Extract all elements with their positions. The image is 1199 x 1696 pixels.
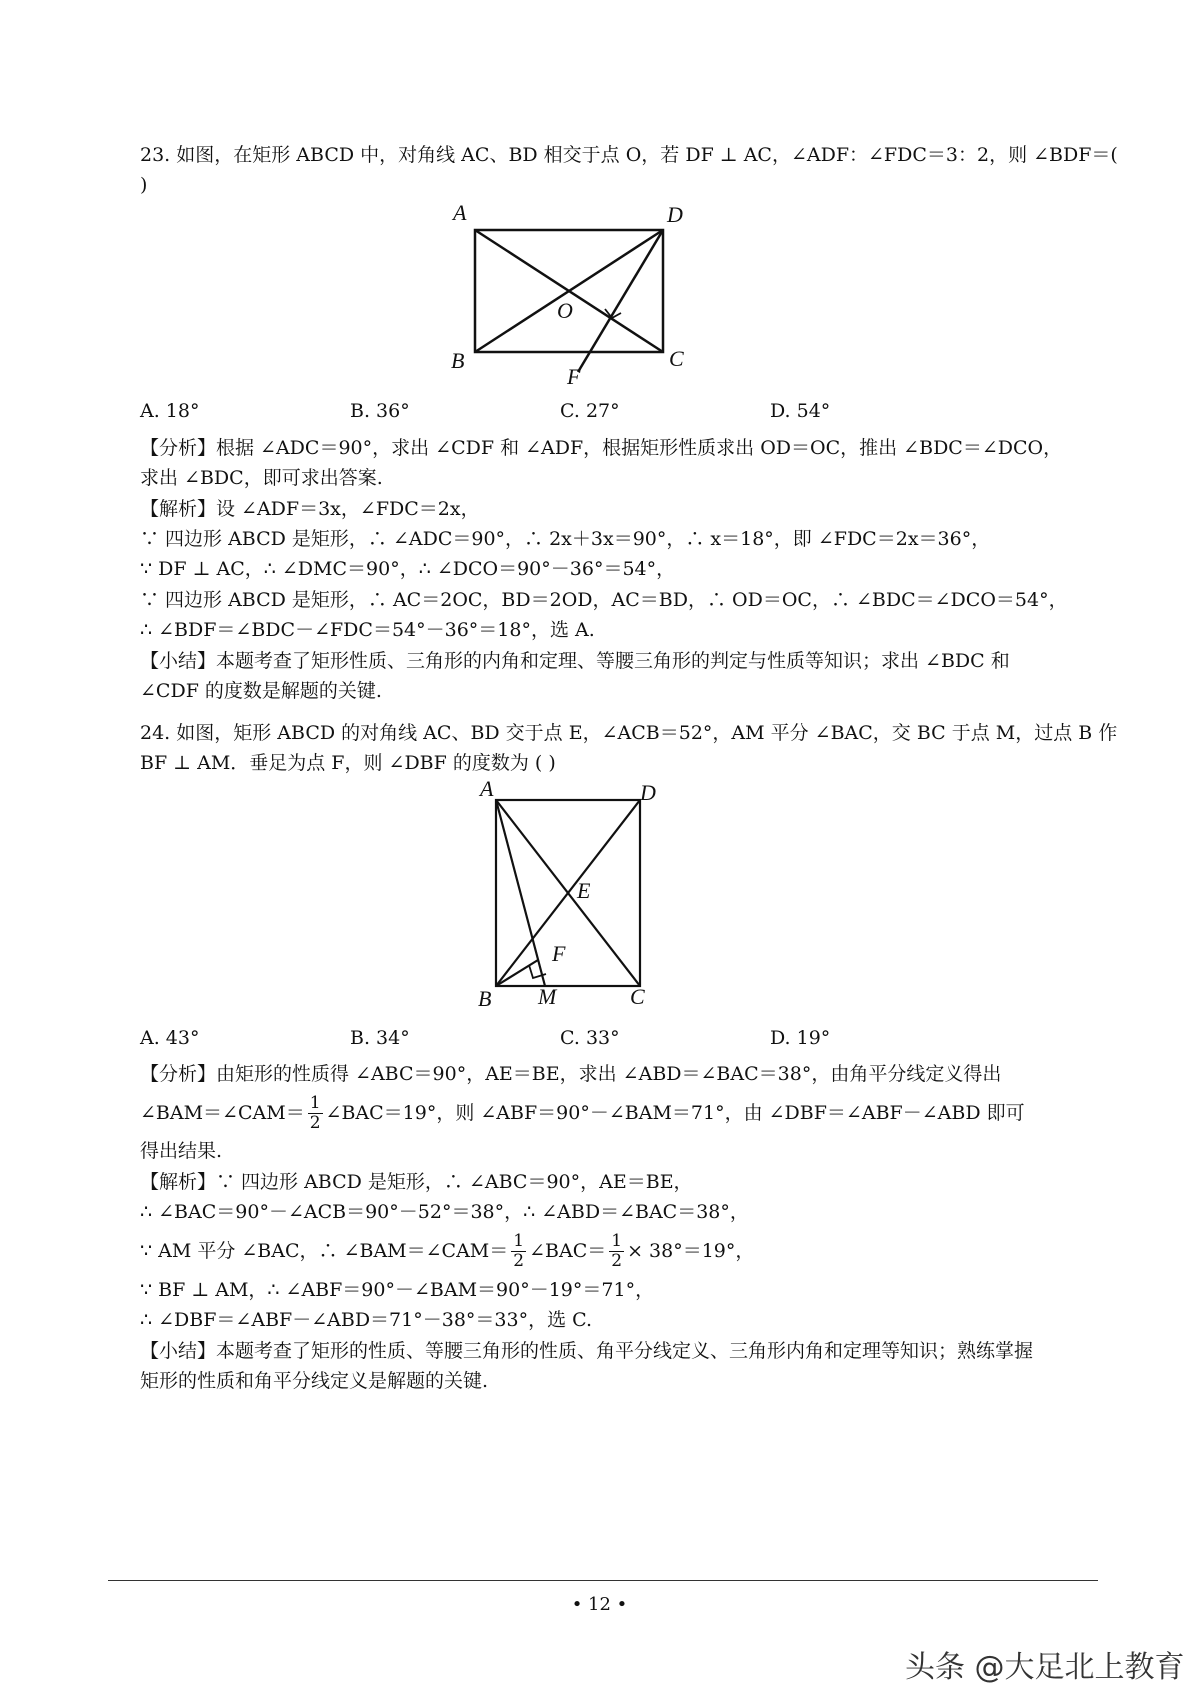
q24-analysis-line2 xyxy=(140,1088,1100,1138)
q23-option-c: C. 27° xyxy=(560,400,620,422)
q24-label-b: B xyxy=(478,986,492,1011)
q23-analysis-line1: 【分析】根据 ∠ADC＝90°，求出 ∠CDF 和 ∠ADF，根据矩形性质求出 OD＝OC，推出 ∠BDC＝∠DCO， xyxy=(140,437,1063,459)
q23-solution-line3: ∵ DF ⊥ AC，∴ ∠DMC＝90°，∴ ∠DCO＝90°－36°＝54°， xyxy=(140,558,676,580)
q23-stem-line1: 23. 如图，在矩形 ABCD 中，对角线 AC、BD 相交于点 O，若 DF ⊥ AC，∠ADF：∠FDC＝3：2，则 ∠BDF＝( xyxy=(140,144,1118,166)
q23-summary-line2: ∠CDF 的度数是解题的关键. xyxy=(140,680,382,702)
q24-fraction-numerator: 1 xyxy=(309,1092,321,1113)
q24-fraction-denominator: 2 xyxy=(309,1112,321,1133)
q24-solution-line3-part1: ∵ AM 平分 ∠BAC，∴ ∠BAM＝∠CAM＝ xyxy=(140,1240,509,1262)
q23-solution-line2: ∵ 四边形 ABCD 是矩形，∴ ∠ADC＝90°，∴ 2x＋3x＝90°，∴ x＝18°，即 ∠FDC＝2x＝36°， xyxy=(140,528,991,550)
q23-summary-line1: 【小结】本题考查了矩形性质、三角形的内角和定理、等腰三角形的判定与性质等知识；求出 ∠BDC 和 xyxy=(140,650,1010,672)
q24-label-e: E xyxy=(577,878,591,903)
q23-label-a: A xyxy=(453,200,467,225)
q23-option-b: B. 36° xyxy=(350,400,410,422)
q24-fraction-half-1 xyxy=(511,1232,526,1271)
q24-segment-am xyxy=(496,800,545,986)
q24-fraction-denominator: 2 xyxy=(611,1250,623,1271)
q23-option-a: A. 18° xyxy=(140,400,200,422)
q24-option-b: B. 34° xyxy=(350,1027,410,1049)
q24-fraction-half xyxy=(308,1094,323,1133)
q24-solution-line1: 【解析】∵ 四边形 ABCD 是矩形，∴ ∠ABC＝90°，AE＝BE， xyxy=(140,1171,693,1193)
q23-option-d: D. 54° xyxy=(770,400,831,422)
q24-solution-line3-part2: ∠BAC＝ xyxy=(529,1240,607,1262)
q24-stem-line1: 24. 如图，矩形 ABCD 的对角线 AC、BD 交于点 E，∠ACB＝52°，AM 平分 ∠BAC，交 BC 于点 M，过点 B 作 xyxy=(140,722,1118,744)
q24-label-a: A xyxy=(480,778,494,801)
q23-solution-line1: 【解析】设 ∠ADF＝3x，∠FDC＝2x， xyxy=(140,498,480,520)
q24-analysis-line2-part2: ∠BAC＝19°，则 ∠ABF＝90°－∠BAM＝71°，由 ∠DBF＝∠ABF－∠ABD 即可 xyxy=(325,1102,1025,1124)
q24-fraction-denominator: 2 xyxy=(513,1250,525,1271)
q24-analysis-line2-part1: ∠BAM＝∠CAM＝ xyxy=(140,1102,305,1124)
q24-summary-line2: 矩形的性质和角平分线定义是解题的关键. xyxy=(140,1370,489,1392)
q24-label-c: C xyxy=(630,984,645,1009)
q24-label-f: F xyxy=(552,941,566,966)
q24-summary-line1: 【小结】本题考查了矩形的性质、等腰三角形的性质、角平分线定义、三角形内角和定理等知识；熟练掌握 xyxy=(140,1340,1034,1362)
q24-fraction-numerator: 1 xyxy=(611,1230,623,1251)
q24-analysis-line3: 得出结果. xyxy=(140,1140,223,1162)
q23-solution-line4: ∵ 四边形 ABCD 是矩形，∴ AC＝2OC，BD＝2OD，AC＝BD，∴ OD＝OC，∴ ∠BDC＝∠DCO＝54°， xyxy=(140,589,1068,611)
q24-solution-line2: ∴ ∠BAC＝90°－∠ACB＝90°－52°＝38°，∴ ∠ABD＝∠BAC＝38°， xyxy=(140,1201,749,1223)
q23-stem-line2: ) xyxy=(140,174,148,196)
q24-analysis-line1: 【分析】由矩形的性质得 ∠ABC＝90°，AE＝BE，求出 ∠ABD＝∠BAC＝38°，由角平分线定义得出 xyxy=(140,1063,1002,1085)
page-number: • 12 • xyxy=(571,1594,628,1615)
q24-stem-line2: BF ⊥ AM．垂足为点 F，则 ∠DBF 的度数为 ( ) xyxy=(140,752,556,774)
q23-solution-line5: ∴ ∠BDF＝∠BDC－∠FDC＝54°－36°＝18°，选 A. xyxy=(140,619,595,641)
q23-analysis-line2: 求出 ∠BDC，即可求出答案. xyxy=(140,467,383,489)
q24-solution-line4: ∵ BF ⊥ AM，∴ ∠ABF＝90°－∠BAM＝90°－19°＝71°， xyxy=(140,1279,655,1301)
q23-label-o: O xyxy=(557,298,573,323)
q23-segment-df xyxy=(578,230,663,372)
q24-label-m: M xyxy=(538,984,557,1009)
footer-divider xyxy=(108,1580,1098,1581)
q24-solution-line3 xyxy=(140,1226,1100,1276)
q24-fraction-half-2 xyxy=(609,1232,624,1271)
q24-figure xyxy=(472,778,672,1018)
q23-figure xyxy=(445,196,705,396)
q24-solution-line3-part3: × 38°＝19°， xyxy=(627,1240,755,1262)
q23-label-c: C xyxy=(669,346,684,371)
q24-option-a: A. 43° xyxy=(140,1027,200,1049)
watermark: 头条 @大足北上教育 xyxy=(905,1650,1185,1685)
q23-label-d: D xyxy=(667,202,683,227)
q24-option-c: C. 33° xyxy=(560,1027,620,1049)
q24-solution-line5: ∴ ∠DBF＝∠ABF－∠ABD＝71°－38°＝33°，选 C. xyxy=(140,1309,593,1331)
q24-label-d: D xyxy=(640,780,656,805)
q23-label-b: B xyxy=(451,348,465,373)
q24-option-d: D. 19° xyxy=(770,1027,831,1049)
q24-fraction-numerator: 1 xyxy=(513,1230,525,1251)
q23-label-f: F xyxy=(567,364,581,389)
